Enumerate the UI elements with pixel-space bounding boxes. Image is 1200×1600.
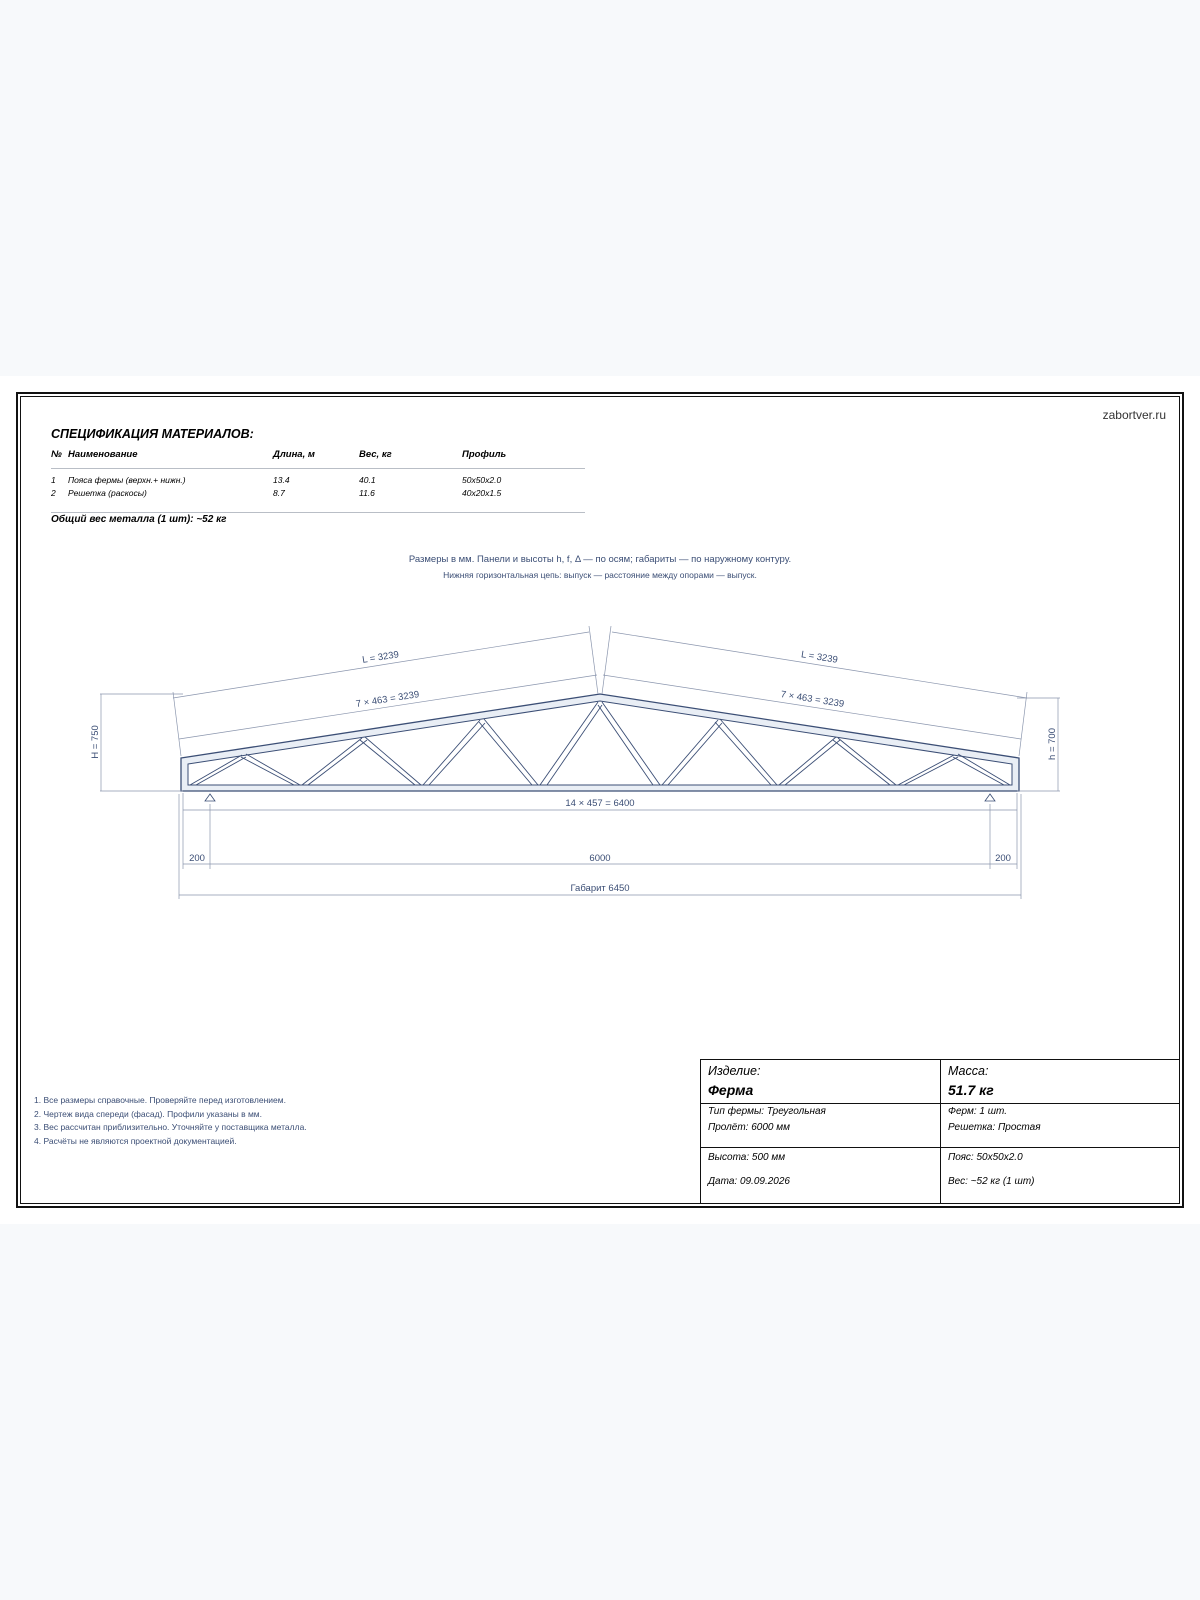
spec-total-weight: Общий вес металла (1 шт): ~52 кг (51, 514, 227, 525)
spec-header-weight: Вес, кг (359, 449, 392, 460)
drawing-note-2: Нижняя горизонтальная цепь: выпуск — расстояние между опорами — выпуск. (443, 570, 757, 580)
dim-height-left: H = 750 (90, 725, 101, 759)
dim-overhang-right: 200 (995, 853, 1011, 864)
dim-left-panels: 7 × 463 = 3239 (355, 689, 421, 710)
spec-header-profile: Профиль (462, 449, 507, 460)
spec-cell-no: 2 (51, 488, 56, 498)
spec-header-no: № (51, 449, 62, 460)
title-block-border (700, 1059, 701, 1204)
footnote-item: 4. Расчёты не являются проектной документацией. (34, 1135, 237, 1146)
support-right-icon (985, 794, 995, 801)
site-label: zabortver.ru (1102, 408, 1166, 422)
mass-value: 51.7 кг (948, 1082, 994, 1098)
spec-cell-name: Решетка (раскосы) (68, 488, 147, 498)
spec-cell-profile: 40x20x1.5 (462, 488, 502, 498)
spec-title: СПЕЦИФИКАЦИЯ МАТЕРИАЛОВ: (51, 427, 254, 441)
spec-cell-no: 1 (51, 475, 56, 485)
weight-value: Вес: ~52 кг (1 шт) (948, 1176, 1035, 1187)
height-value: Высота: 500 мм (708, 1152, 786, 1163)
spec-header-name: Наименование (68, 449, 138, 460)
spec-cell-length: 13.4 (273, 475, 290, 485)
truss-structure (181, 694, 1019, 801)
title-block-divider (940, 1059, 941, 1204)
spec-cell-weight: 40.1 (359, 475, 376, 485)
drawing-note-1: Размеры в мм. Панели и высоты h, f, Δ — по осям; габариты — по наружному контуру. (408, 554, 792, 565)
support-left-icon (205, 794, 215, 801)
truss-type: Тип фермы: Треугольная (708, 1106, 826, 1117)
title-block (700, 1059, 1180, 1204)
truss-count: Ферм: 1 шт. (948, 1106, 1008, 1117)
product-name: Ферма (708, 1082, 754, 1098)
footnote-item: 1. Все размеры справочные. Проверяйте перед изготовлением. (34, 1095, 286, 1105)
spec-header-length: Длина, м (273, 449, 315, 460)
dim-span: 6000 (589, 853, 611, 864)
mass-label: Масса: (948, 1064, 989, 1078)
spec-cell-weight: 11.6 (359, 488, 375, 498)
spec-cell-name: Пояса фермы (верхн.+ нижн.) (68, 475, 186, 485)
lattice-type: Решетка: Простая (948, 1122, 1041, 1133)
chord-profile: Пояс: 50x50x2.0 (948, 1152, 1023, 1163)
drawing-sheet (0, 376, 1200, 1224)
dim-overhang-left: 200 (189, 853, 205, 864)
dim-right-top-length: L = 3239 (800, 649, 839, 666)
spec-cell-length: 8.7 (273, 488, 285, 498)
span-value: Пролёт: 6000 мм (708, 1122, 790, 1133)
dim-height-right: h = 700 (1047, 728, 1058, 760)
date-value: Дата: 09.09.2026 (708, 1176, 790, 1187)
spec-cell-profile: 50x50x2.0 (462, 475, 502, 485)
footnote-item: 3. Вес рассчитан приблизительно. Уточняйте у поставщика металла. (34, 1122, 307, 1133)
dim-left-top-length: L = 3239 (361, 649, 400, 666)
dim-bottom-panels: 14 × 457 = 6400 (565, 798, 635, 809)
dim-overall: Габарит 6450 (570, 883, 630, 894)
footnotes (34, 1094, 307, 1148)
product-label: Изделие: (708, 1064, 761, 1078)
dim-right-panels: 7 × 463 = 3239 (779, 689, 845, 710)
footnote-item: 2. Чертеж вида спереди (фасад). Профили указаны в мм. (34, 1108, 263, 1119)
